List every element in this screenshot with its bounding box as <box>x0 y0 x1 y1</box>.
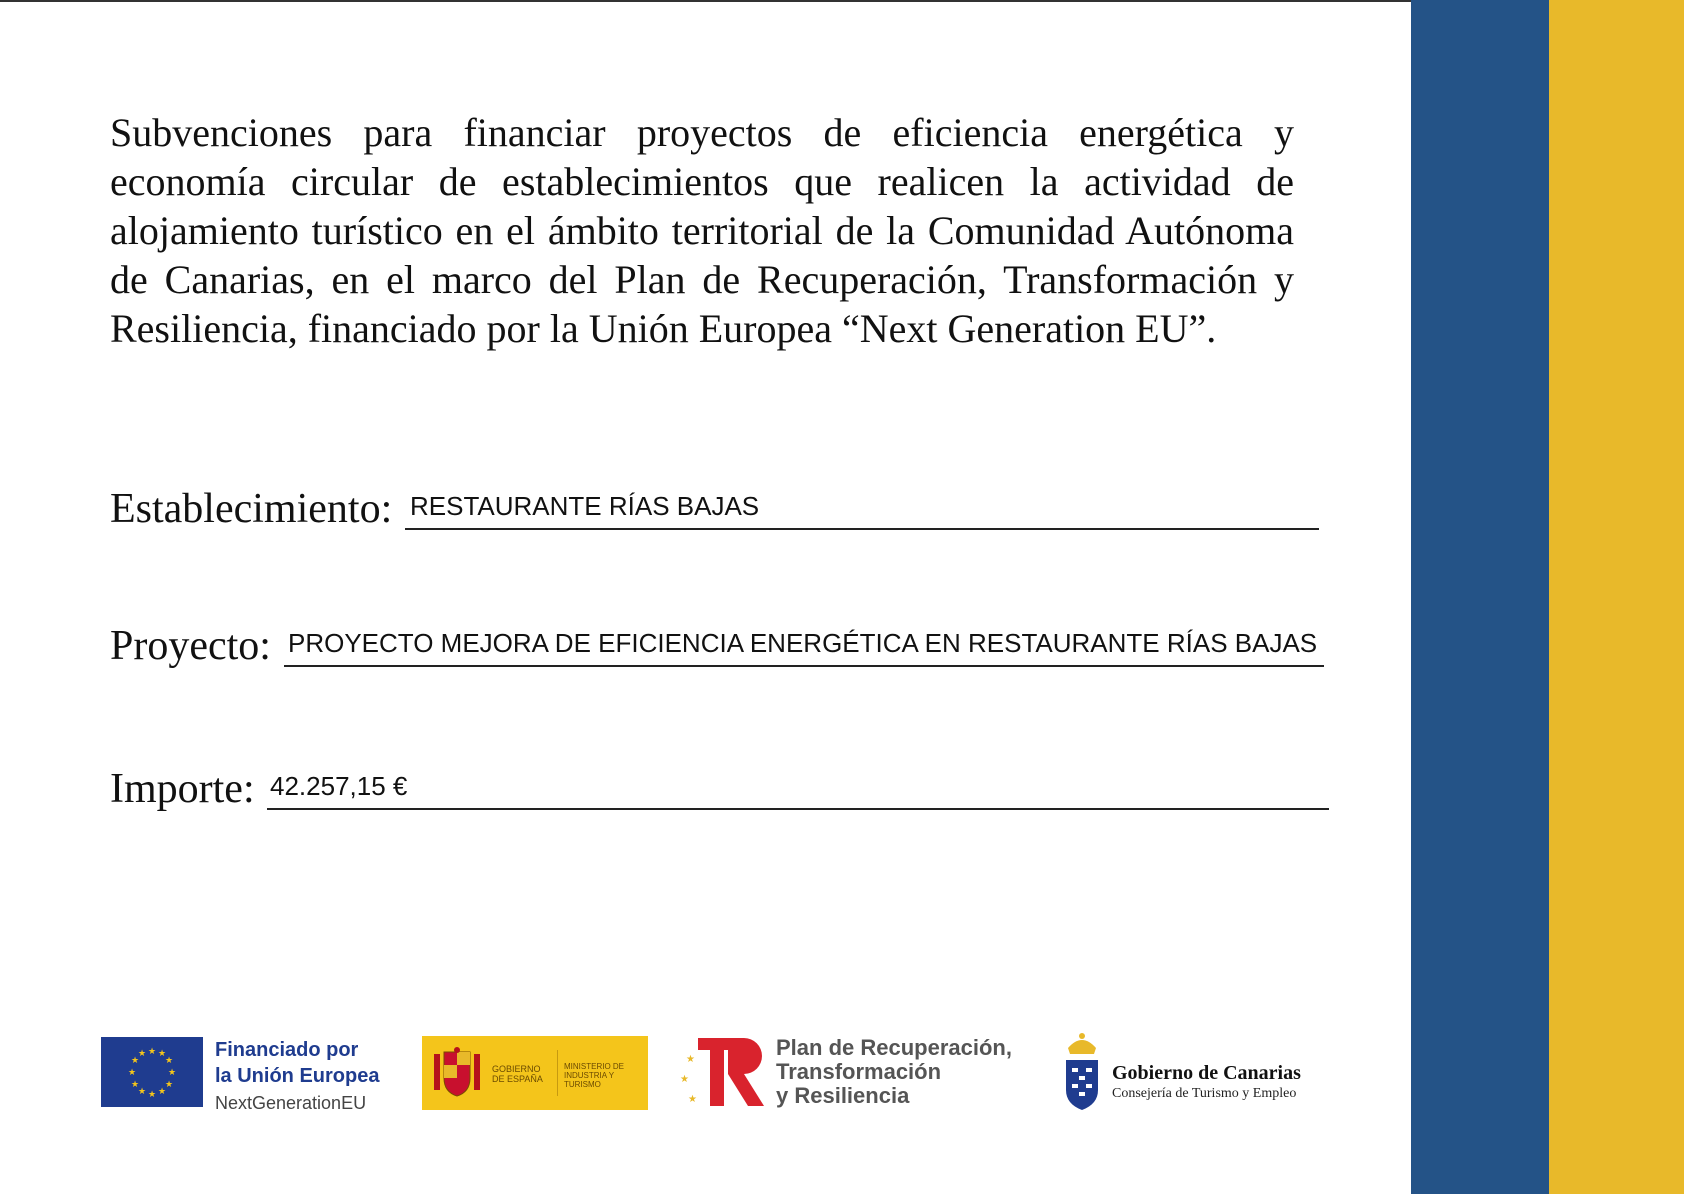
svg-text:★: ★ <box>167 1068 177 1078</box>
gobierno-canarias-logo <box>1062 1030 1332 1114</box>
importe-underline <box>267 808 1329 810</box>
eu-flag-icon <box>101 1037 203 1107</box>
prtr-line3: y Resiliencia <box>776 1083 910 1108</box>
spain-ministerio-text: MINISTERIO DE INDUSTRIA Y TURISMO <box>564 1062 625 1089</box>
proyecto-label: Proyecto: <box>110 623 271 669</box>
top-rule <box>0 0 1411 2</box>
spain-logo-divider <box>557 1050 558 1096</box>
svg-text:★: ★ <box>130 1056 140 1066</box>
prtr-logo <box>678 1036 1038 1112</box>
spain-gobierno-text: GOBIERNO DE ESPAÑA <box>492 1064 543 1084</box>
establecimiento-underline <box>405 528 1319 530</box>
proyecto-underline <box>284 665 1324 667</box>
svg-text:★: ★ <box>157 1087 167 1097</box>
eu-logo-line1: Financiado por <box>215 1039 359 1061</box>
establecimiento-field <box>110 470 1330 530</box>
establecimiento-value: RESTAURANTE RÍAS BAJAS <box>410 491 760 521</box>
svg-text:★: ★ <box>147 1090 157 1100</box>
eu-funding-logo <box>101 1037 391 1111</box>
svg-text:★: ★ <box>164 1056 174 1066</box>
importe-value: 42.257,15 € <box>270 771 408 801</box>
svg-text:★: ★ <box>127 1068 137 1078</box>
svg-text:★: ★ <box>157 1049 167 1059</box>
yellow-stripe <box>1549 0 1684 1194</box>
prtr-line1: Plan de Recuperación, <box>776 1035 1012 1060</box>
importe-label: Importe: <box>110 766 255 812</box>
prtr-line2: Transformación <box>776 1059 942 1084</box>
prtr-tr-mark-icon <box>678 1036 770 1108</box>
svg-text:★: ★ <box>686 1054 695 1065</box>
svg-text:★: ★ <box>147 1047 157 1057</box>
svg-text:★: ★ <box>164 1080 174 1090</box>
canarias-subtitle: Consejería de Turismo y Empleo <box>1112 1086 1297 1101</box>
importe-field <box>110 750 1340 810</box>
svg-text:★: ★ <box>688 1094 697 1105</box>
eu-logo-line3: NextGenerationEU <box>215 1093 367 1113</box>
spain-coat-of-arms-icon <box>432 1046 482 1100</box>
svg-text:★: ★ <box>137 1087 147 1097</box>
intro-paragraph: Subvenciones para financiar proyectos de eficiencia energética y economía circular de establecimientos que realicen la actividad de alojamiento turístico en el ámbito territorial de la Comunidad Autónoma de Canarias, en el marco del Plan de Recuperación, Transformación y Resiliencia, financiado por la Unión Europea “Next Generation EU”. <box>110 110 1294 351</box>
blue-stripe <box>1411 0 1549 1194</box>
svg-text:★: ★ <box>130 1080 140 1090</box>
eu-logo-line2: la Unión Europea <box>215 1065 380 1087</box>
canarias-title: Gobierno de Canarias <box>1112 1062 1301 1084</box>
svg-text:★: ★ <box>680 1074 689 1085</box>
proyecto-value: PROYECTO MEJORA DE EFICIENCIA ENERGÉTICA EN RESTAURANTE RÍAS BAJAS <box>288 628 1318 658</box>
svg-text:★: ★ <box>137 1049 147 1059</box>
establecimiento-label: Establecimiento: <box>110 486 393 532</box>
proyecto-field <box>110 607 1330 667</box>
canarias-crest-icon <box>1062 1030 1102 1112</box>
spain-government-logo <box>422 1036 648 1110</box>
